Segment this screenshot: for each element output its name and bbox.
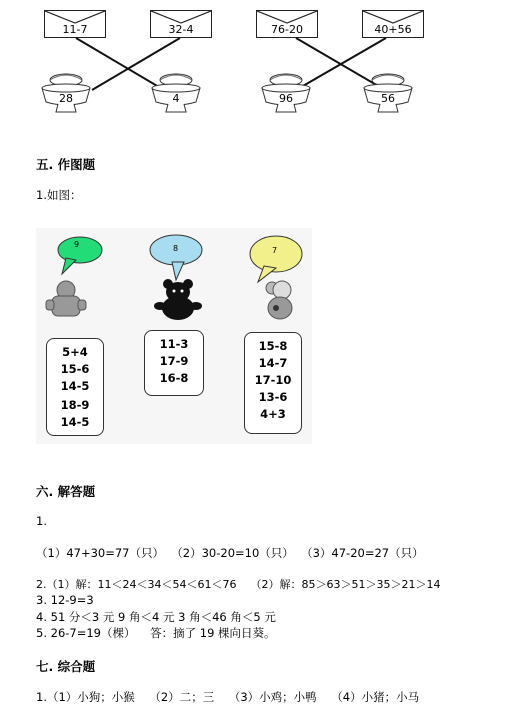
expression: 4+3 xyxy=(260,407,286,421)
section-7-heading: 七. 综合题 xyxy=(36,659,96,674)
envelope-label: 76-20 xyxy=(271,23,303,36)
bowl xyxy=(38,72,94,116)
green-balloon-icon xyxy=(58,237,102,274)
expression-card xyxy=(244,332,302,434)
envelope-label: 11-7 xyxy=(62,23,88,36)
bowl xyxy=(360,72,416,116)
expression: 17-10 xyxy=(254,373,292,387)
balloon-label: 7 xyxy=(272,246,278,255)
section-6-q1-label: 1. xyxy=(36,514,47,528)
envelope-card xyxy=(362,10,424,38)
bowl-label: 96 xyxy=(279,92,293,105)
dog-icon xyxy=(46,281,86,316)
section-5-heading: 五. 作图题 xyxy=(36,157,96,172)
bowl-label: 4 xyxy=(172,92,180,105)
section-6-q4: 4. 51 分＜3 元 9 角＜4 元 3 角＜46 角＜5 元 xyxy=(36,610,276,624)
section-6-q2: 2.（1）解：11＜24＜34＜54＜61＜76 （2）解：85＞63＞51＞35＞21＞14 xyxy=(36,578,441,591)
figure-panel xyxy=(36,228,312,444)
expression: 15-6 xyxy=(60,362,90,376)
section-6-q5: 5. 26-7=19（棵） 答：摘了 19 棵向日葵。 xyxy=(36,626,276,640)
mouse-icon xyxy=(266,281,292,319)
expression: 5+4 xyxy=(62,345,88,359)
section-6-heading: 六. 解答题 xyxy=(36,484,96,499)
expression: 13-6 xyxy=(258,390,288,404)
expression-card xyxy=(144,330,204,396)
section-6-q1-answer: （1）47+30=77（只） （2）30-20=10（只） （3）47-20=27（只） xyxy=(36,546,424,560)
expression: 11-3 xyxy=(159,337,189,351)
expression: 15-8 xyxy=(258,339,288,353)
bowl-label: 28 xyxy=(59,92,73,105)
expression: 14-7 xyxy=(258,356,288,370)
bowl xyxy=(258,72,314,116)
section-7-q1: 1.（1）小狗；小猴 （2）二；三 （3）小鸡；小鸭 （4）小猪；小马 xyxy=(36,690,420,704)
envelope-label: 40+56 xyxy=(374,23,412,36)
expression: 16-8 xyxy=(159,371,189,385)
section-6-q3: 3. 12-9=3 xyxy=(36,593,94,607)
balloon-label: 9 xyxy=(74,240,80,249)
expression: 18-9 xyxy=(60,398,90,412)
expression: 17-9 xyxy=(159,354,189,368)
expression-card xyxy=(46,338,104,436)
envelope-label: 32-4 xyxy=(168,23,194,36)
balloon-label: 8 xyxy=(173,244,179,253)
animals xyxy=(36,276,312,324)
bowl xyxy=(148,72,204,116)
expression: 14-5 xyxy=(60,415,90,429)
envelope-card xyxy=(256,10,318,38)
blue-balloon-icon xyxy=(150,235,202,280)
bowl-label: 56 xyxy=(381,92,395,105)
bear-icon xyxy=(154,279,202,320)
expression: 14-5 xyxy=(60,379,90,393)
section-5-q1: 1.如图： xyxy=(36,188,82,202)
